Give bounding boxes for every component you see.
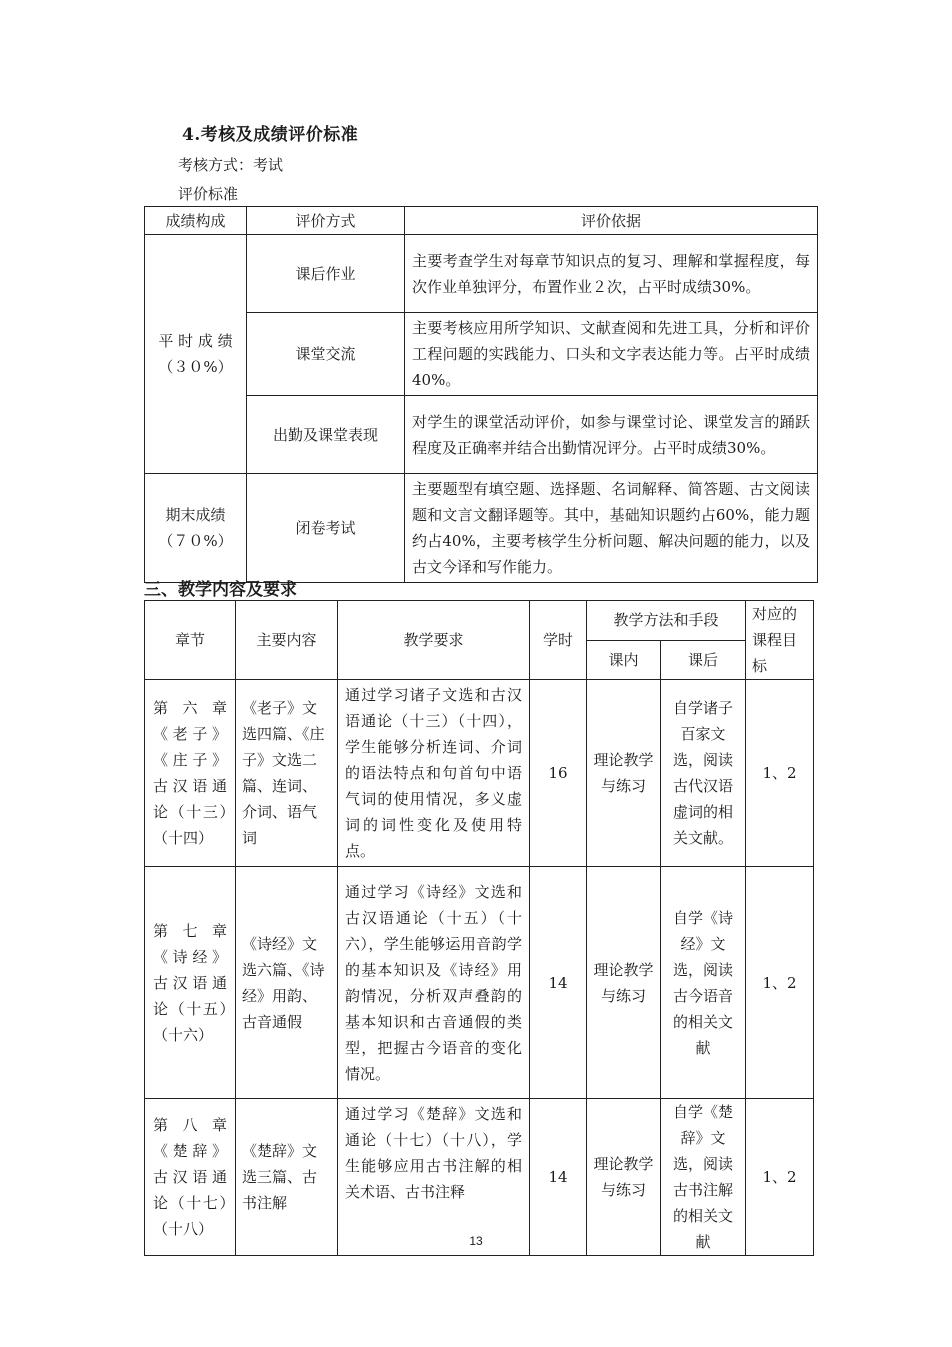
header-teaching-requirement: 教学要求: [338, 601, 530, 680]
requirement-cell: 通过学习诸子文选和古汉语通论（十三）（十四），学生能够分析连词、介词的语法特点和句首句中语气词的使用情况，多义虚词的词性变化及使用特点。: [338, 680, 530, 867]
objective-cell: 1、2: [746, 1099, 814, 1256]
header-after-class: 课后: [661, 640, 746, 680]
header-course-objective: 对应的课程目标: [746, 601, 814, 680]
teaching-content-table: [144, 600, 814, 1256]
in-class-cell: 理论教学与练习: [587, 680, 661, 867]
content-cell: 《楚辞》文选三篇、古书注解: [236, 1099, 338, 1256]
content-cell: 《老子》文选四篇、《庄子》文选二篇、连词、介词、语气词: [236, 680, 338, 867]
table-header-row: [145, 601, 814, 641]
header-teaching-methods: 教学方法和手段: [587, 601, 746, 641]
method-cell: 闭卷考试: [247, 474, 405, 583]
table-row: [145, 474, 818, 583]
evaluation-criteria-line: 评价标准: [178, 185, 239, 203]
hours-cell: 16: [530, 680, 587, 867]
evaluation-table: [144, 206, 818, 583]
header-in-class: 课内: [587, 640, 661, 680]
section3-heading: 三、教学内容及要求: [144, 580, 297, 600]
group-final-grade: 期末成绩（７０%）: [145, 474, 247, 583]
after-class-cell: 自学诸子百家文选，阅读古代汉语虚词的相关文献。: [661, 680, 746, 867]
group-regular-grade: 平 时 成 绩（３０%）: [145, 235, 247, 474]
page-number: 13: [469, 1234, 483, 1248]
basis-cell: 主要题型有填空题、选择题、名词解释、简答题、古文阅读题和文言文翻译题等。其中，基础知识题约占60%，能力题约占40%，主要考核学生分析问题、解决问题的能力，以及古文今译和写作能力。: [405, 474, 818, 583]
assessment-method-line: 考核方式：考试: [178, 156, 284, 174]
header-main-content: 主要内容: [236, 601, 338, 680]
table-row: [145, 680, 814, 867]
section4-heading: 4.考核及成绩评价标准: [182, 125, 359, 145]
chapter-cell: 第 七 章《诗经》古汉语通论（十五）（十六）: [145, 867, 236, 1099]
basis-cell: 对学生的课堂活动评价，如参与课堂讨论、课堂发言的踊跃程度及正确率并结合出勤情况评分。占平时成绩30%。: [405, 396, 818, 474]
header-chapter: 章节: [145, 601, 236, 680]
table-row: [145, 235, 818, 313]
after-class-cell: 自学《诗经》文选，阅读古今语音的相关文献: [661, 867, 746, 1099]
table-header-row: [145, 207, 818, 235]
table-row: [145, 1099, 814, 1256]
method-cell: 出勤及课堂表现: [247, 396, 405, 474]
chapter-cell: 第 八 章《楚辞》古汉语通论（十七）（十八）: [145, 1099, 236, 1256]
basis-cell: 主要考核应用所学知识、文献查阅和先进工具，分析和评价工程问题的实践能力、口头和文字表达能力等。占平时成绩40%。: [405, 313, 818, 396]
requirement-cell: 通过学习《楚辞》文选和通论（十七）（十八），学生能够应用古书注解的相关术语、古书注释: [338, 1099, 530, 1256]
objective-cell: 1、2: [746, 680, 814, 867]
hours-cell: 14: [530, 867, 587, 1099]
header-evaluation-basis: 评价依据: [405, 207, 818, 235]
basis-cell: 主要考查学生对每章节知识点的复习、理解和掌握程度，每次作业单独评分，布置作业２次，占平时成绩30%。: [405, 235, 818, 313]
content-cell: 《诗经》文选六篇、《诗经》用韵、古音通假: [236, 867, 338, 1099]
header-grade-composition: 成绩构成: [145, 207, 247, 235]
header-hours: 学时: [530, 601, 587, 680]
after-class-cell: 自学《楚辞》文选，阅读古书注解的相关文献: [661, 1099, 746, 1256]
header-evaluation-method: 评价方式: [247, 207, 405, 235]
requirement-cell: 通过学习《诗经》文选和古汉语通论（十五）（十六），学生能够运用音韵学的基本知识及《诗经》用韵情况，分析双声叠韵的基本知识和古音通假的类型，把握古今语音的变化情况。: [338, 867, 530, 1099]
objective-cell: 1、2: [746, 867, 814, 1099]
hours-cell: 14: [530, 1099, 587, 1256]
in-class-cell: 理论教学与练习: [587, 1099, 661, 1256]
method-cell: 课堂交流: [247, 313, 405, 396]
in-class-cell: 理论教学与练习: [587, 867, 661, 1099]
table-row: [145, 867, 814, 1099]
chapter-cell: 第六章《老子》《庄子》古汉语通论（十三）（十四）: [145, 680, 236, 867]
method-cell: 课后作业: [247, 235, 405, 313]
